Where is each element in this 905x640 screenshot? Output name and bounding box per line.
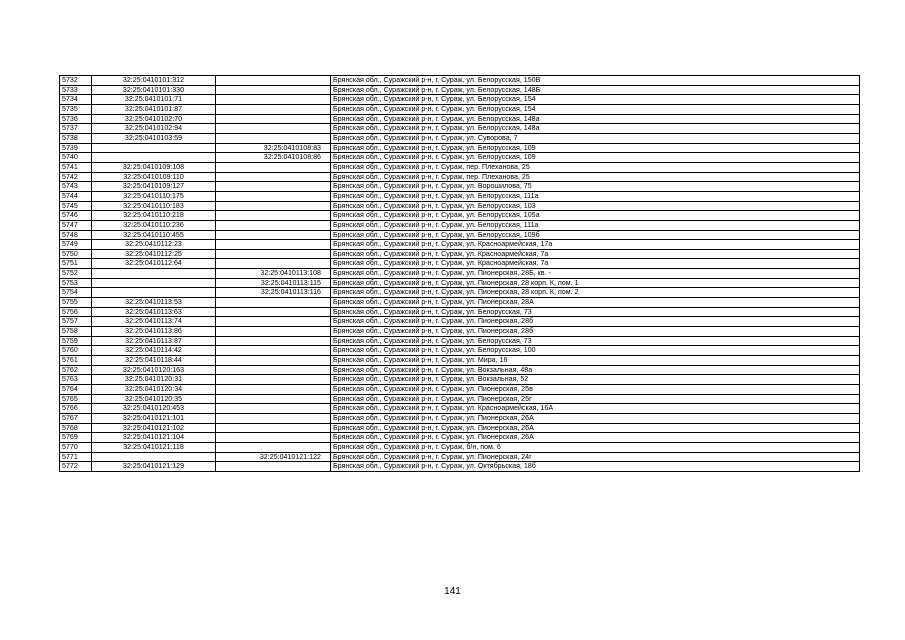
address-cell: Брянская обл., Суражский р-н, г. Сураж, ул. Пионерская, 28б <box>331 317 860 327</box>
cadastral-number-cell: 32:25:0410120:31 <box>92 375 216 385</box>
cadastral-number-alt-cell <box>216 201 331 211</box>
address-cell: Брянская обл., Суражский р-н, г. Сураж, пер. Плеханова, 25 <box>331 172 860 182</box>
cadastral-number-cell: 32:25:0410120:453 <box>92 404 216 414</box>
cadastral-number-alt-cell <box>216 404 331 414</box>
row-number-cell: 5770 <box>60 442 92 452</box>
address-cell: Брянская обл., Суражский р-н, г. Сураж, ул. Белорусская, 105а <box>331 211 860 221</box>
row-number-cell: 5740 <box>60 153 92 163</box>
row-number-cell: 5758 <box>60 327 92 337</box>
address-cell: Брянская обл., Суражский р-н, г. Сураж, ул. Ворошилова, 75 <box>331 182 860 192</box>
table-row <box>60 201 860 211</box>
table-row <box>60 104 860 114</box>
address-cell: Брянская обл., Суражский р-н, г. Сураж, пер. Плеханова, 25 <box>331 162 860 172</box>
cadastral-number-cell: 32:25:0410110:455 <box>92 230 216 240</box>
table-row <box>60 288 860 298</box>
cadastral-number-cell: 32:25:0410121:104 <box>92 433 216 443</box>
table-row <box>60 85 860 95</box>
table-row <box>60 220 860 230</box>
row-number-cell: 5754 <box>60 288 92 298</box>
address-cell: Брянская обл., Суражский р-н, г. Сураж, ул. Белорусская, 103 <box>331 201 860 211</box>
table-row <box>60 298 860 308</box>
row-number-cell: 5750 <box>60 249 92 259</box>
cadastral-number-cell: 32:25:0410103:59 <box>92 133 216 143</box>
cadastral-number-cell: 32:25:0410101:71 <box>92 95 216 105</box>
table-row <box>60 230 860 240</box>
cadastral-number-cell: 32:25:0410120:163 <box>92 365 216 375</box>
address-cell: Брянская обл., Суражский р-н, г. Сураж, ул. Мира, 16 <box>331 356 860 366</box>
cadastral-number-cell: 32:25:0410121:118 <box>92 442 216 452</box>
cadastral-number-alt-cell <box>216 240 331 250</box>
table-row <box>60 153 860 163</box>
table-row <box>60 249 860 259</box>
address-cell: Брянская обл., Суражский р-н, г. Сураж, ул. Пионерская, 26А <box>331 423 860 433</box>
table-row <box>60 133 860 143</box>
address-cell: Брянская обл., Суражский р-н, г. Сураж, ул. Белорусская, 111а <box>331 220 860 230</box>
address-cell: Брянская обл., Суражский р-н, г. Сураж, ул. Белорусская, 154 <box>331 95 860 105</box>
cadastral-number-cell: 32:25:0410120:34 <box>92 385 216 395</box>
table-row <box>60 172 860 182</box>
cadastral-number-cell <box>92 288 216 298</box>
cadastral-number-cell: 32:25:0410120:35 <box>92 394 216 404</box>
cadastral-number-cell: 32:25:0410113:86 <box>92 327 216 337</box>
cadastral-number-cell <box>92 143 216 153</box>
cadastral-number-alt-cell <box>216 394 331 404</box>
address-cell: Брянская обл., Суражский р-н, г. Сураж, ул. Белорусская, 148Б <box>331 85 860 95</box>
table-row <box>60 327 860 337</box>
cadastral-number-alt-cell <box>216 307 331 317</box>
parcel-table <box>59 75 860 472</box>
cadastral-number-alt-cell <box>216 124 331 134</box>
table-row <box>60 462 860 472</box>
cadastral-number-alt-cell <box>216 298 331 308</box>
cadastral-number-cell: 32:25:0410101:87 <box>92 104 216 114</box>
address-cell: Брянская обл., Суражский р-н, г. Сураж, ул. Суворова, 7 <box>331 133 860 143</box>
row-number-cell: 5733 <box>60 85 92 95</box>
cadastral-number-alt-cell <box>216 182 331 192</box>
cadastral-number-alt-cell <box>216 423 331 433</box>
table-row <box>60 317 860 327</box>
cadastral-number-alt-cell: 32:25:0410113:116 <box>216 288 331 298</box>
row-number-cell: 5748 <box>60 230 92 240</box>
address-cell: Брянская обл., Суражский р-н, г. Сураж, ул. Пионерская, 28б <box>331 327 860 337</box>
row-number-cell: 5739 <box>60 143 92 153</box>
address-cell: Брянская обл., Суражский р-н, г. Сураж, ул. Вокзальная, 52 <box>331 375 860 385</box>
cadastral-number-alt-cell <box>216 433 331 443</box>
cadastral-number-alt-cell <box>216 413 331 423</box>
cadastral-number-alt-cell <box>216 336 331 346</box>
address-cell: Брянская обл., Суражский р-н, г. Сураж, ул. Пионерская, 28 корп. К, пом. 2 <box>331 288 860 298</box>
cadastral-number-alt-cell: 32:25:0410113:115 <box>216 278 331 288</box>
table-row <box>60 182 860 192</box>
cadastral-number-alt-cell: 32:25:0410121:122 <box>216 452 331 462</box>
cadastral-number-alt-cell <box>216 85 331 95</box>
table-row <box>60 413 860 423</box>
address-cell: Брянская обл., Суражский р-н, г. Сураж, ул. Белорусская, 109 <box>331 153 860 163</box>
table-row <box>60 365 860 375</box>
cadastral-number-alt-cell <box>216 259 331 269</box>
address-cell: Брянская обл., Суражский р-н, г. Сураж, ул. Белорусская, 109 <box>331 143 860 153</box>
cadastral-number-alt-cell <box>216 114 331 124</box>
address-cell: Брянская обл., Суражский р-н, г. Сураж, ул. Октябрьская, 18б <box>331 462 860 472</box>
table-row <box>60 442 860 452</box>
address-cell: Брянская обл., Суражский р-н, г. Сураж, ул. Красноармейская, 16А <box>331 404 860 414</box>
cadastral-number-cell: 32:25:0410110:175 <box>92 191 216 201</box>
address-cell: Брянская обл., Суражский р-н, г. Сураж, ул. Пионерская, 28 корп. К, пом. 1 <box>331 278 860 288</box>
address-cell: Брянская обл., Суражский р-н, г. Сураж, ул. Пионерская, 24г <box>331 452 860 462</box>
row-number-cell: 5771 <box>60 452 92 462</box>
row-number-cell: 5755 <box>60 298 92 308</box>
cadastral-number-alt-cell <box>216 191 331 201</box>
row-number-cell: 5741 <box>60 162 92 172</box>
table-row <box>60 143 860 153</box>
table-row <box>60 162 860 172</box>
table-row <box>60 375 860 385</box>
table-body <box>60 76 860 472</box>
cadastral-number-cell <box>92 153 216 163</box>
cadastral-number-alt-cell <box>216 104 331 114</box>
cadastral-number-cell: 32:25:0410113:53 <box>92 298 216 308</box>
row-number-cell: 5732 <box>60 76 92 86</box>
cadastral-number-cell: 32:25:0410109:108 <box>92 162 216 172</box>
cadastral-number-cell: 32:25:0410110:236 <box>92 220 216 230</box>
table-row <box>60 423 860 433</box>
address-cell: Брянская обл., Суражский р-н, г. Сураж, ул. Белорусская, 148а <box>331 124 860 134</box>
cadastral-number-alt-cell <box>216 317 331 327</box>
cadastral-number-alt-cell: 32:25:0410108:86 <box>216 153 331 163</box>
table-row <box>60 307 860 317</box>
cadastral-number-cell: 32:25:0410112:64 <box>92 259 216 269</box>
table-row <box>60 240 860 250</box>
cadastral-number-alt-cell <box>216 365 331 375</box>
address-cell: Брянская обл., Суражский р-н, г. Сураж, ул. Белорусская, 73 <box>331 336 860 346</box>
row-number-cell: 5752 <box>60 269 92 279</box>
row-number-cell: 5747 <box>60 220 92 230</box>
address-cell: Брянская обл., Суражский р-н, г. Сураж, ул. Пионерская, 28Б, кв. - <box>331 269 860 279</box>
cadastral-number-cell: 32:25:0410113:63 <box>92 307 216 317</box>
row-number-cell: 5756 <box>60 307 92 317</box>
address-cell: Брянская обл., Суражский р-н, г. Сураж, ул. Белорусская, 73 <box>331 307 860 317</box>
address-cell: Брянская обл., Суражский р-н, г. Сураж, ул. Белорусская, 109б <box>331 230 860 240</box>
row-number-cell: 5734 <box>60 95 92 105</box>
row-number-cell: 5768 <box>60 423 92 433</box>
cadastral-number-cell: 32:25:0410121:101 <box>92 413 216 423</box>
table-row <box>60 433 860 443</box>
table-row <box>60 346 860 356</box>
cadastral-number-cell: 32:25:0410112:25 <box>92 249 216 259</box>
address-cell: Брянская обл., Суражский р-н, г. Сураж, ул. Красноармейская, 7а <box>331 259 860 269</box>
table-row <box>60 114 860 124</box>
cadastral-number-alt-cell <box>216 462 331 472</box>
cadastral-number-alt-cell: 32:25:0410108:83 <box>216 143 331 153</box>
cadastral-number-cell: 32:25:0410114:42 <box>92 346 216 356</box>
address-cell: Брянская обл., Суражский р-н, г. Сураж, ул. Белорусская, 111а <box>331 191 860 201</box>
cadastral-number-alt-cell <box>216 95 331 105</box>
row-number-cell: 5742 <box>60 172 92 182</box>
address-cell: Брянская обл., Суражский р-н, г. Сураж, ул. Красноармейская, 17а <box>331 240 860 250</box>
table-row <box>60 191 860 201</box>
row-number-cell: 5764 <box>60 385 92 395</box>
row-number-cell: 5746 <box>60 211 92 221</box>
row-number-cell: 5769 <box>60 433 92 443</box>
table-row <box>60 124 860 134</box>
row-number-cell: 5765 <box>60 394 92 404</box>
address-cell: Брянская обл., Суражский р-н, г. Сураж, ул. Вокзальная, 48а <box>331 365 860 375</box>
address-cell: Брянская обл., Суражский р-н, г. Сураж, ул. Белорусская, 100 <box>331 346 860 356</box>
row-number-cell: 5772 <box>60 462 92 472</box>
table-row <box>60 404 860 414</box>
row-number-cell: 5766 <box>60 404 92 414</box>
row-number-cell: 5760 <box>60 346 92 356</box>
cadastral-number-alt-cell <box>216 375 331 385</box>
row-number-cell: 5745 <box>60 201 92 211</box>
row-number-cell: 5743 <box>60 182 92 192</box>
address-cell: Брянская обл., Суражский р-н, г. Сураж, ул. Пионерская, 28А <box>331 298 860 308</box>
cadastral-number-alt-cell <box>216 249 331 259</box>
table-row <box>60 356 860 366</box>
address-cell: Брянская обл., Суражский р-н, г. Сураж, ул. Пионерская, 26А <box>331 413 860 423</box>
cadastral-number-cell: 32:25:0410101:312 <box>92 76 216 86</box>
address-cell: Брянская обл., Суражский р-н, г. Сураж, ул. Белорусская, 148а <box>331 114 860 124</box>
address-cell: Брянская обл., Суражский р-н, г. Сураж, ул. Красноармейская, 7а <box>331 249 860 259</box>
address-cell: Брянская обл., Суражский р-н, г. Сураж, ул. Пионерская, 26А <box>331 433 860 443</box>
table-row <box>60 259 860 269</box>
row-number-cell: 5753 <box>60 278 92 288</box>
address-cell: Брянская обл., Суражский р-н, г. Сураж, ул. Белорусская, 150В <box>331 76 860 86</box>
table-row <box>60 452 860 462</box>
cadastral-number-cell: 32:25:0410112:23 <box>92 240 216 250</box>
cadastral-number-alt-cell <box>216 385 331 395</box>
cadastral-number-alt-cell <box>216 230 331 240</box>
cadastral-number-cell: 32:25:0410113:74 <box>92 317 216 327</box>
cadastral-number-cell: 32:25:0410109:110 <box>92 172 216 182</box>
row-number-cell: 5744 <box>60 191 92 201</box>
table-row <box>60 336 860 346</box>
cadastral-number-cell: 32:25:0410101:330 <box>92 85 216 95</box>
row-number-cell: 5738 <box>60 133 92 143</box>
cadastral-number-cell <box>92 269 216 279</box>
row-number-cell: 5735 <box>60 104 92 114</box>
address-cell: Брянская обл., Суражский р-н, г. Сураж, ул. Пионерская, 25г <box>331 394 860 404</box>
row-number-cell: 5762 <box>60 365 92 375</box>
cadastral-number-alt-cell <box>216 327 331 337</box>
table-row <box>60 269 860 279</box>
cadastral-number-cell: 32:25:0410121:129 <box>92 462 216 472</box>
cadastral-number-cell <box>92 278 216 288</box>
cadastral-number-cell: 32:25:0410121:102 <box>92 423 216 433</box>
cadastral-number-alt-cell <box>216 172 331 182</box>
cadastral-number-alt-cell <box>216 133 331 143</box>
cadastral-number-alt-cell <box>216 220 331 230</box>
table-row <box>60 95 860 105</box>
cadastral-number-cell: 32:25:0410110:183 <box>92 201 216 211</box>
cadastral-number-alt-cell <box>216 76 331 86</box>
address-cell: Брянская обл., Суражский р-н, г. Сураж, б/н, пом. 6 <box>331 442 860 452</box>
row-number-cell: 5757 <box>60 317 92 327</box>
row-number-cell: 5761 <box>60 356 92 366</box>
row-number-cell: 5763 <box>60 375 92 385</box>
cadastral-number-cell: 32:25:0410102:94 <box>92 124 216 134</box>
cadastral-number-cell: 32:25:0410102:70 <box>92 114 216 124</box>
row-number-cell: 5767 <box>60 413 92 423</box>
cadastral-number-cell: 32:25:0410110:218 <box>92 211 216 221</box>
table-row <box>60 278 860 288</box>
table-row <box>60 211 860 221</box>
cadastral-number-alt-cell <box>216 162 331 172</box>
cadastral-number-alt-cell <box>216 346 331 356</box>
cadastral-number-alt-cell <box>216 442 331 452</box>
cadastral-number-alt-cell: 32:25:0410113:108 <box>216 269 331 279</box>
address-cell: Брянская обл., Суражский р-н, г. Сураж, ул. Пионерская, 25в <box>331 385 860 395</box>
row-number-cell: 5737 <box>60 124 92 134</box>
row-number-cell: 5749 <box>60 240 92 250</box>
cadastral-number-cell: 32:25:0410109:127 <box>92 182 216 192</box>
cadastral-number-cell <box>92 452 216 462</box>
page-number: 141 <box>444 586 461 597</box>
row-number-cell: 5736 <box>60 114 92 124</box>
table-row <box>60 76 860 86</box>
table-row <box>60 385 860 395</box>
table-row <box>60 394 860 404</box>
row-number-cell: 5759 <box>60 336 92 346</box>
cadastral-number-alt-cell <box>216 356 331 366</box>
row-number-cell: 5751 <box>60 259 92 269</box>
cadastral-number-cell: 32:25:0410113:87 <box>92 336 216 346</box>
cadastral-number-cell: 32:25:0410118:44 <box>92 356 216 366</box>
cadastral-number-alt-cell <box>216 211 331 221</box>
address-cell: Брянская обл., Суражский р-н, г. Сураж, ул. Белорусская, 154 <box>331 104 860 114</box>
